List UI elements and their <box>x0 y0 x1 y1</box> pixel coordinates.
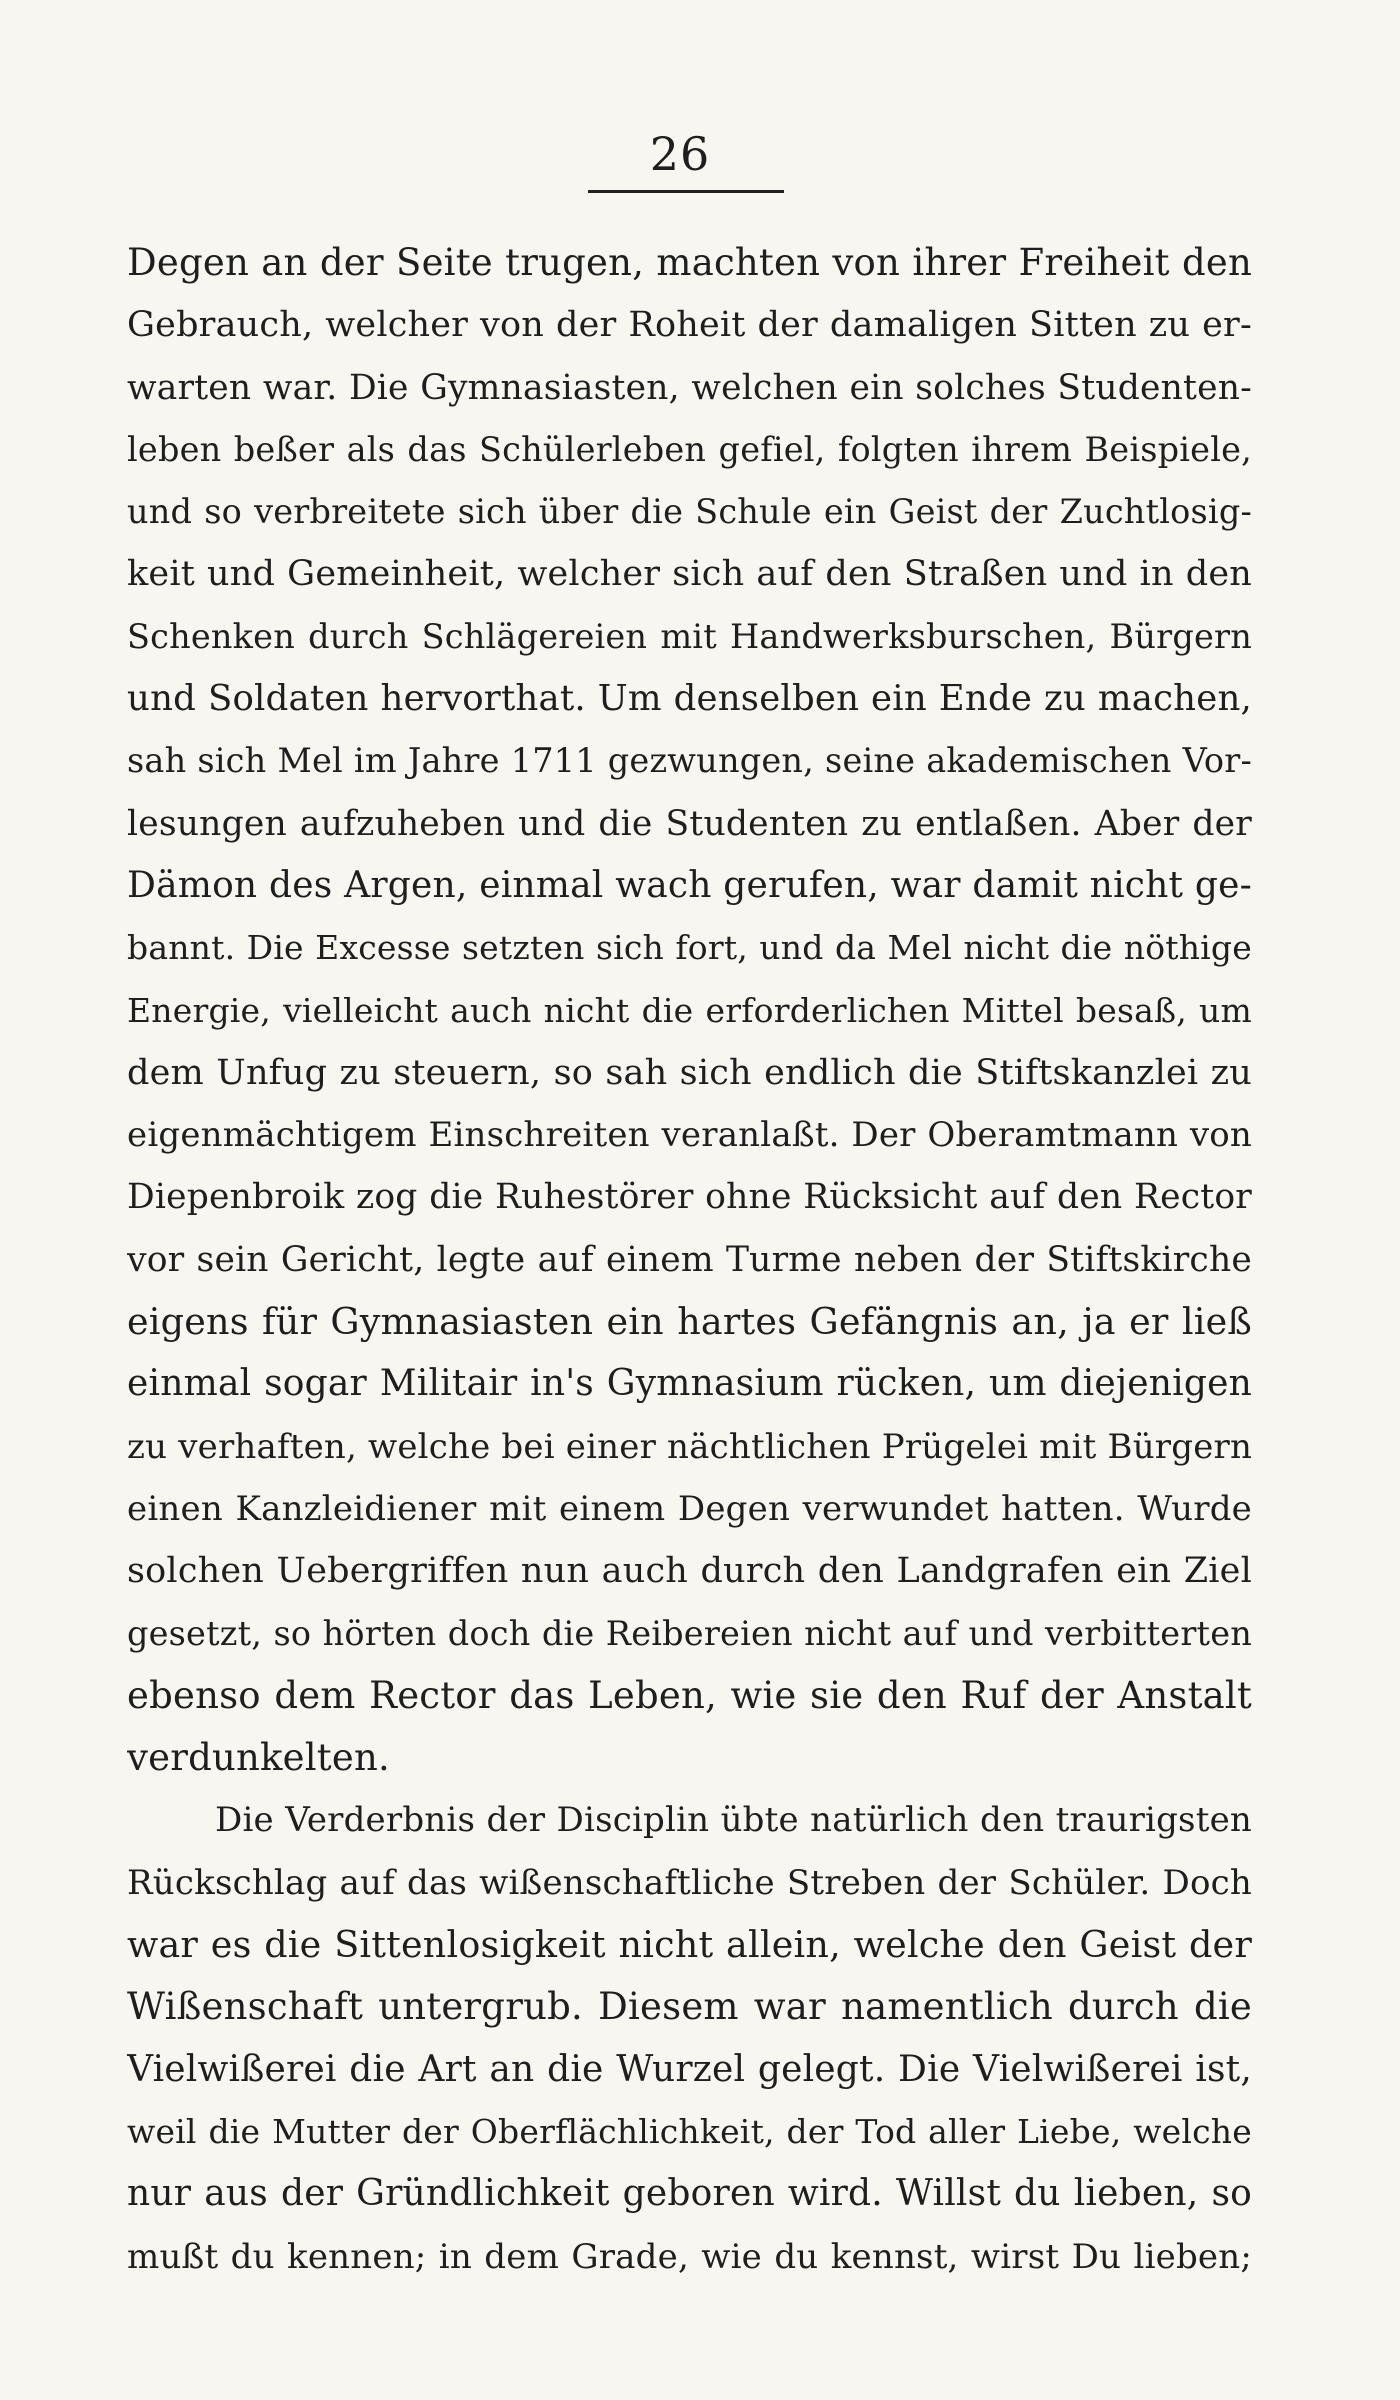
text-line: eigenmächtigem Einschreiten veranlaßt. Der Oberamtmann von <box>127 1115 1252 1156</box>
text-line: dem Unfug zu steuern, so sah sich endlich die Stiftskanzlei zu <box>127 1052 1252 1093</box>
text-line: vor sein Gericht, legte auf einem Turme neben der Stiftskirche <box>127 1239 1252 1280</box>
text-line: warten war. Die Gymnasiasten, welchen ein solches Studenten- <box>127 367 1252 408</box>
text-line: leben beßer als das Schülerleben gefiel, folgten ihrem Beispiele, <box>127 429 1252 469</box>
body-text <box>127 232 1252 2288</box>
text-line: Gebrauch, welcher von der Roheit der damaligen Sitten zu er- <box>127 305 1252 346</box>
text-line: und so verbreitete sich über die Schule ein Geist der Zuchtlosig- <box>127 492 1252 532</box>
text-line: Degen an der Seite trugen, machten von ihrer Freiheit den <box>127 241 1252 284</box>
text-line: nur aus der Gründlichkeit geboren wird. Willst du lieben, so <box>127 2173 1252 2215</box>
text-line: Energie, vielleicht auch nicht die erforderlichen Mittel besaß, um <box>127 990 1252 1030</box>
paragraph-end-line: verdunkelten. <box>127 1736 390 1780</box>
paragraph-start-line: Die Verderbnis der Disciplin übte natürlich den traurigsten <box>215 1800 1252 1841</box>
text-line: ebenso dem Rector das Leben, wie sie den Ruf der Anstalt <box>127 1673 1252 1717</box>
text-line: Schenken durch Schlägereien mit Handwerksburschen, Bürgern <box>127 616 1252 656</box>
text-line: Diepenbroik zog die Ruhestörer ohne Rücksicht auf den Rector <box>127 1177 1252 1218</box>
text-line: lesungen aufzuheben und die Studenten zu entlaßen. Aber der <box>127 803 1252 844</box>
text-line: zu verhaften, welche bei einer nächtlichen Prügelei mit Bürgern <box>127 1426 1252 1467</box>
text-line: bannt. Die Excesse setzten sich fort, und da Mel nicht die nöthige <box>127 928 1252 968</box>
header-rule <box>588 190 784 193</box>
text-line: Wißenschaft untergrub. Diesem war namentlich durch die <box>127 1985 1252 2029</box>
text-line: sah sich Mel im Jahre 1711 gezwungen, seine akademischen Vor- <box>127 741 1252 781</box>
page-number: 26 <box>649 127 711 181</box>
text-line: war es die Sittenlosigkeit nicht allein, welche den Geist der <box>127 1923 1252 1967</box>
text-line: Dämon des Argen, einmal wach gerufen, war damit nicht ge- <box>127 864 1252 906</box>
text-line: mußt du kennen; in dem Grade, wie du kennst, wirst Du lieben; <box>127 2236 1252 2277</box>
text-line: eigens für Gymnasiasten ein hartes Gefängnis an, ja er ließ <box>127 1300 1252 1344</box>
text-line: gesetzt, so hörten doch die Reibereien nicht auf und verbitterten <box>127 1613 1252 1653</box>
text-line: Vielwißerei die Art an die Wurzel gelegt. Die Vielwißerei ist, <box>127 2048 1252 2090</box>
text-line: solchen Uebergriffen nun auch durch den Landgrafen ein Ziel <box>127 1551 1252 1592</box>
text-line: einmal sogar Militair in's Gymnasium rücken, um diejenigen <box>127 1363 1252 1405</box>
text-line: einen Kanzleidiener mit einem Degen verwundet hatten. Wurde <box>127 1488 1252 1529</box>
text-line: und Soldaten hervorthat. Um denselben ein Ende zu machen, <box>127 678 1252 720</box>
text-line: weil die Mutter der Oberflächlichkeit, der Tod aller Liebe, welche <box>127 2111 1252 2151</box>
text-line: Rückschlag auf das wißenschaftliche Streben der Schüler. Doch <box>127 1862 1252 1903</box>
text-line: keit und Gemeinheit, welcher sich auf den Straßen und in den <box>127 554 1252 595</box>
